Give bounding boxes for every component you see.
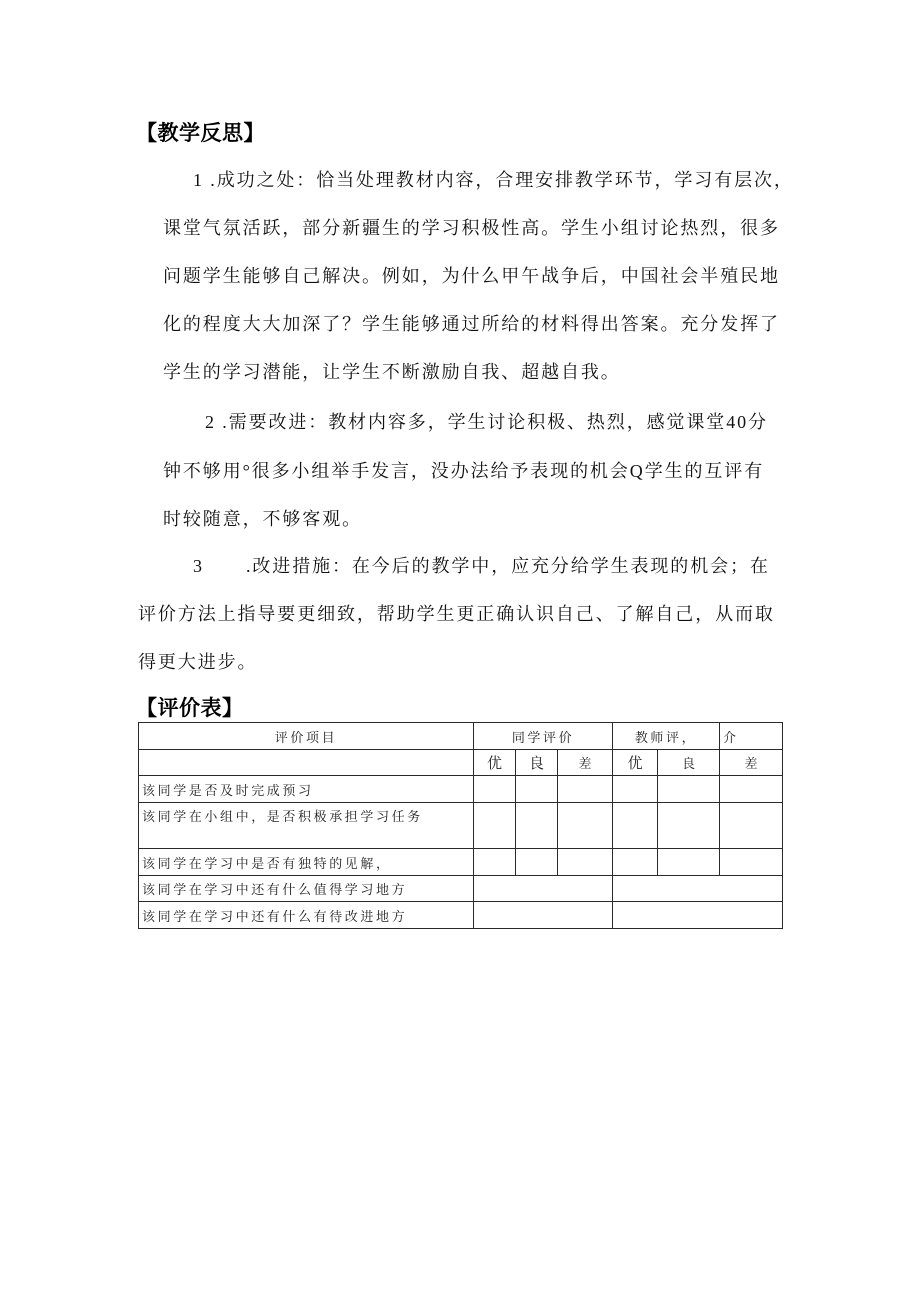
paragraph-3-line-3: 得更大进步。 [138, 652, 258, 672]
criterion-cell: 该同学在小组中，是否积极承担学习任务 [139, 803, 474, 849]
grade-cell [613, 849, 658, 876]
table-grade-row [139, 750, 783, 776]
grade-cell [558, 776, 613, 803]
table-row [139, 776, 783, 803]
paragraph-2-line-2: 钟不够用°很多小组举手发言，没办法给予表现的机会Q学生的互评有 [163, 461, 765, 481]
teacher-comment-cell [613, 876, 783, 902]
header-teacher-tail-cell: 介 [720, 723, 783, 750]
grade-cell [720, 849, 783, 876]
grade-cell [474, 803, 516, 849]
grade-cell [658, 803, 720, 849]
paragraph-1-line-3: 问题学生能够自己解决。例如，为什么甲午战争后，中国社会半殖民地 [163, 266, 780, 286]
grade-peer-poor: 差 [558, 750, 613, 776]
evaluation-heading: 【评价表】 [136, 696, 244, 720]
reflection-heading: 【教学反思】 [136, 121, 265, 145]
grade-row-blank-cell [139, 750, 474, 776]
paragraph-2-line-3: 时较随意，不够客观。 [163, 509, 362, 529]
paragraph-1-line-5: 学生的学习潜能，让学生不断激励自我、超越自我。 [163, 362, 621, 382]
criterion-cell: 该同学在学习中还有什么值得学习地方 [139, 876, 474, 902]
grade-cell [516, 803, 558, 849]
grade-cell [720, 776, 783, 803]
grade-teacher-poor: 差 [720, 750, 783, 776]
grade-cell [613, 776, 658, 803]
grade-cell [474, 849, 516, 876]
grade-cell [558, 849, 613, 876]
paragraph-3-line-1: .改进措施：在今后的教学中，应充分给学生表现的机会；在 [246, 556, 770, 576]
grade-cell [516, 776, 558, 803]
grade-teacher-good: 良 [658, 750, 720, 776]
teacher-comment-cell [613, 902, 783, 929]
header-item-cell: 评价项目 [139, 723, 474, 750]
paragraph-1-line-2: 课堂气氛活跃，部分新疆生的学习积极性高。学生小组讨论热烈，很多 [163, 218, 780, 238]
paragraph-3-line-2: 评价方法上指导要更细致，帮助学生更正确认识自己、了解自己，从而取 [138, 604, 775, 624]
grade-cell [658, 776, 720, 803]
header-peer-cell: 同学评价 [474, 723, 613, 750]
peer-comment-cell [474, 902, 613, 929]
grade-cell [658, 849, 720, 876]
criterion-cell: 该同学在学习中是否有独特的见解， [139, 849, 474, 876]
criterion-cell: 该同学在学习中还有什么有待改进地方 [139, 902, 474, 929]
table-row [139, 803, 783, 849]
grade-cell [558, 803, 613, 849]
grade-cell [720, 803, 783, 849]
grade-peer-excellent: 优 [474, 750, 516, 776]
grade-peer-good: 良 [516, 750, 558, 776]
grade-cell [613, 803, 658, 849]
table-row [139, 902, 783, 929]
table-header-row [139, 723, 783, 750]
paragraph-1-line-1: 1 .成功之处：恰当处理教材内容，合理安排教学环节，学习有层次， [193, 170, 794, 190]
grade-cell [516, 849, 558, 876]
paragraph-2-line-1: 2 .需要改进：教材内容多，学生讨论积极、热烈，感觉课堂40分 [205, 412, 768, 432]
grade-cell [474, 776, 516, 803]
header-teacher-cell: 教师评， [613, 723, 720, 750]
peer-comment-cell [474, 876, 613, 902]
table-row [139, 876, 783, 902]
grade-teacher-excellent: 优 [613, 750, 658, 776]
paragraph-1-line-4: 化的程度大大加深了？学生能够通过所给的材料得出答案。充分发挥了 [163, 314, 780, 334]
table-row [139, 849, 783, 876]
criterion-cell: 该同学是否及时完成预习 [139, 776, 474, 803]
evaluation-table [138, 722, 783, 929]
paragraph-3-number: 3 [193, 556, 204, 576]
